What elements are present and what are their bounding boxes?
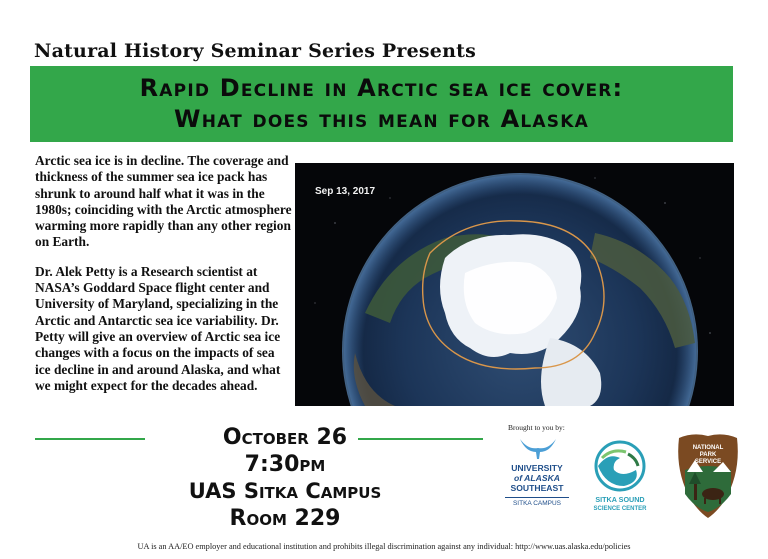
- title-line-1: Rapid Decline in Arctic sea ice cover:: [139, 74, 624, 102]
- event-time: 7:30pm: [244, 452, 326, 477]
- divider-left: [35, 438, 145, 440]
- nps-text-line-2: PARK: [699, 452, 717, 458]
- earth-globe-illustration: [295, 163, 734, 406]
- uas-logo-line-3: SOUTHEAST: [510, 483, 564, 493]
- title-line-2: What does this mean for Alaska: [174, 105, 589, 133]
- ssc-logo-line-1: SITKA SOUND: [595, 495, 645, 504]
- ssc-logo-line-2: SCIENCE CENTER: [593, 506, 647, 512]
- description-paragraph-2: Dr. Alek Petty is a Research scientist at NASA’s Goddard Space flight center and University of Maryland, specializing in the Arctic and Antarctic sea ice variability. Dr. Petty will give an overview of Arctic sea ice changes with a focus on the impacts of sea ice decline in and around Alaska, and what we might expect for the decades ahead.: [35, 263, 281, 393]
- event-location: UAS Sitka Campus: [188, 479, 382, 503]
- title-banner: [30, 66, 733, 142]
- image-date-label: Sep 13, 2017: [315, 186, 376, 197]
- description: [35, 153, 293, 407]
- nps-text-line-3: SERVICE: [694, 459, 722, 465]
- footer-disclaimer: UA is an AA/EO employer and educational institution and prohibits illegal discrimination against any individual: http://www.uas.alaska.edu/policies: [137, 542, 631, 551]
- description-paragraph-1: Arctic sea ice is in decline. The coverage and thickness of the summer sea ice pack has shrunk to around half what it was in the 1980s; coinciding with the Arctic atmosphere warming more rapidly than any other region on Earth.: [35, 153, 292, 250]
- uas-whale-tail-icon: [518, 436, 558, 460]
- series-heading: Natural History Seminar Series Presents: [34, 40, 476, 62]
- event-room: Room 229: [229, 506, 341, 531]
- sponsors-intro: Brought to you by:: [508, 423, 565, 432]
- uas-logo-line-2: of ALASKA: [514, 473, 560, 483]
- uas-logo-sub: SITKA CAMPUS: [512, 500, 562, 507]
- uas-logo-divider: [505, 497, 569, 498]
- sitka-sound-wave-icon: [588, 440, 652, 492]
- uas-logo-line-1: UNIVERSITY: [511, 463, 563, 473]
- nps-text-line-1: NATIONAL: [692, 445, 724, 451]
- event-date: October 26: [222, 425, 348, 450]
- arctic-satellite-image: [295, 163, 734, 406]
